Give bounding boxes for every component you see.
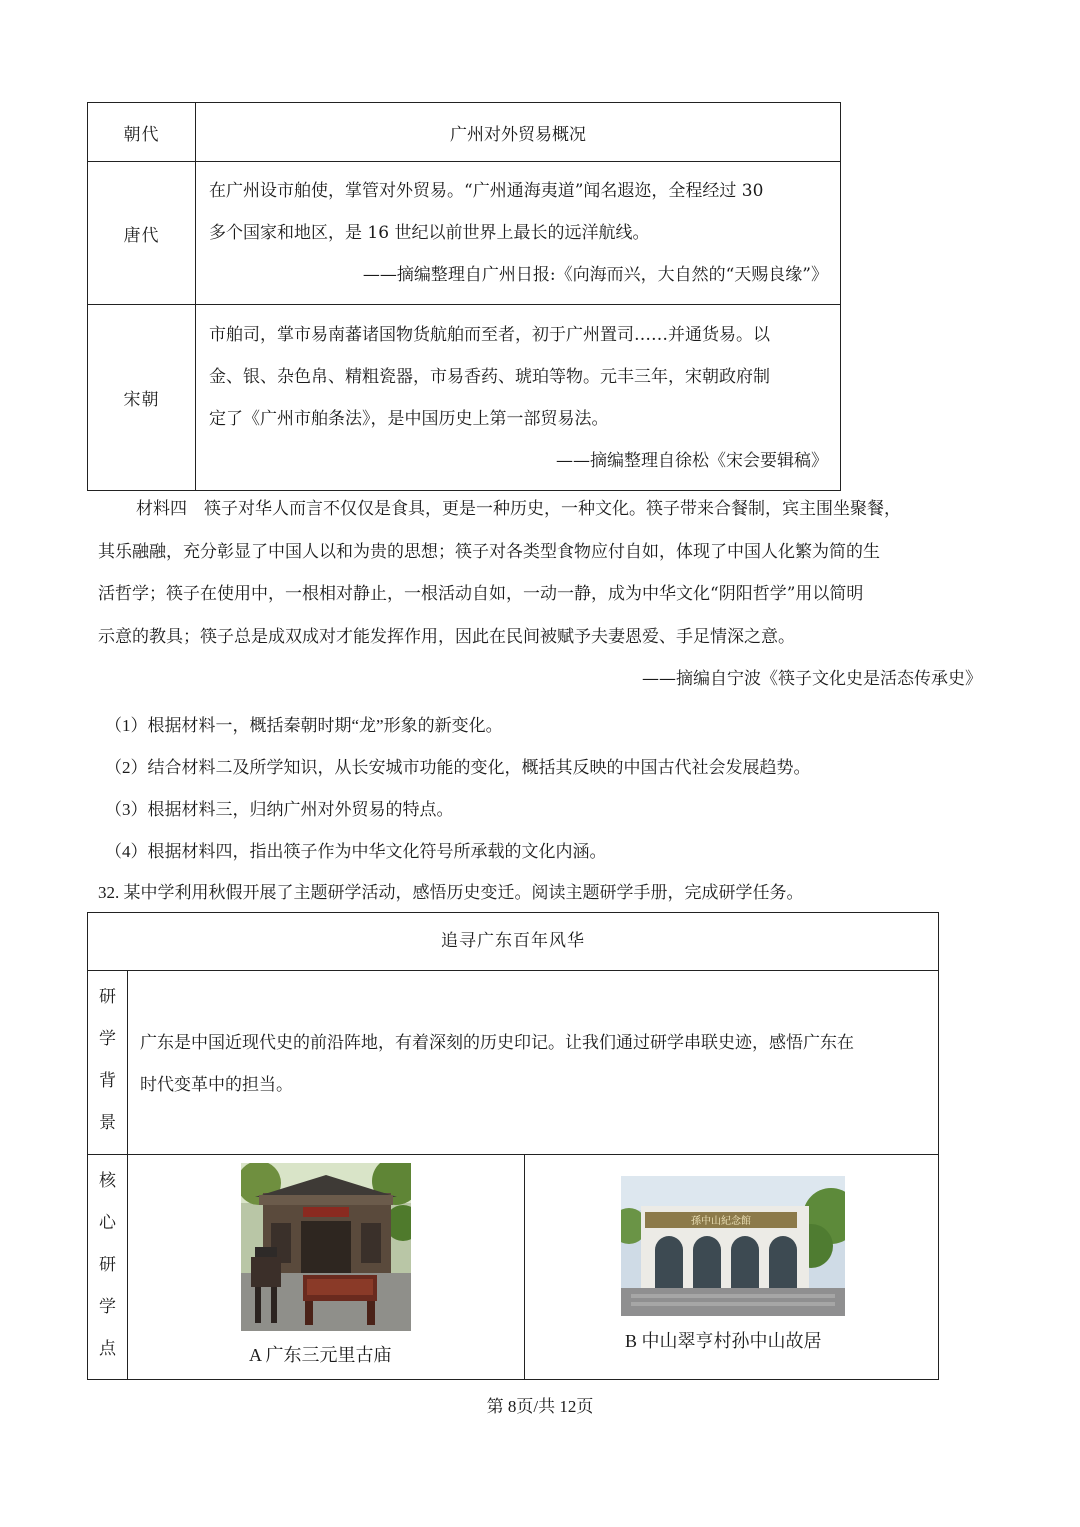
core-study-row bbox=[88, 1154, 938, 1379]
material-four bbox=[98, 488, 982, 701]
question-2: （2）结合材料二及所学知识，从长安城市功能的变化，概括其反映的中国古代社会发展趋势。 bbox=[105, 758, 811, 777]
temple-photo bbox=[241, 1163, 411, 1331]
trade-table bbox=[87, 102, 841, 491]
label-char: 研 bbox=[99, 1255, 116, 1275]
dynasty-cell: 唐代 bbox=[88, 162, 196, 305]
label-char: 点 bbox=[99, 1339, 116, 1359]
label-char: 背 bbox=[99, 1071, 116, 1091]
background-label bbox=[88, 970, 128, 1154]
paragraph-line: 示意的教具；筷子总是成双成对才能发挥作用，因此在民间被赋予夫妻恩爱、手足情深之意。 bbox=[98, 626, 795, 647]
trade-table-header bbox=[88, 103, 841, 162]
source-citation: ——摘编整理自徐松《宋会要辑稿》 bbox=[556, 450, 828, 471]
building-sign: 孫中山紀念館 bbox=[691, 1216, 751, 1227]
study-table-title: 追寻广东百年风华 bbox=[88, 913, 938, 971]
caption-a: A 广东三元里古庙 bbox=[249, 1345, 392, 1365]
text-line: 金、银、杂色帛、精粗瓷器，市易香药、琥珀等物。元丰三年，宋朝政府制 bbox=[209, 366, 770, 387]
source-citation: ——摘编自宁波《筷子文化史是活态传承史》 bbox=[642, 669, 982, 689]
paragraph-line: 其乐融融，充分彰显了中国人以和为贵的思想；筷子对各类型食物应付自如，体现了中国人化繁为简的生 bbox=[98, 541, 880, 562]
question-4: （4）根据材料四，指出筷子作为中华文化符号所承载的文化内涵。 bbox=[105, 842, 607, 861]
background-text bbox=[140, 1022, 928, 1106]
overview-cell bbox=[196, 305, 841, 491]
text-line: 广东是中国近现代史的前沿阵地，有着深刻的历史印记。让我们通过研学串联史迹，感悟广东在 bbox=[140, 1033, 854, 1053]
question-3: （3）根据材料三，归纳广州对外贸易的特点。 bbox=[105, 800, 454, 819]
overview-cell bbox=[196, 162, 841, 305]
caption-b: B 中山翠亨村孙中山故居 bbox=[625, 1331, 822, 1351]
label-char: 心 bbox=[99, 1213, 116, 1233]
label-char: 研 bbox=[99, 987, 116, 1007]
text-line: 在广州设市舶使，掌管对外贸易。“广州通海夷道”闻名遐迩，全程经过 30 bbox=[209, 181, 764, 201]
question-1: （1）根据材料一，概括秦朝时期“龙”形象的新变化。 bbox=[105, 716, 503, 735]
source-citation: ——摘编整理自广州日报:《向海而兴，大自然的“天赐良缘”》 bbox=[362, 265, 828, 285]
label-char: 景 bbox=[99, 1113, 116, 1133]
residence-photo bbox=[621, 1176, 845, 1316]
paragraph-line: 材料四 筷子对华人而言不仅仅是食具，更是一种历史，一种文化。筷子带来合餐制，宾主围坐聚餐， bbox=[136, 499, 901, 519]
table-row bbox=[88, 305, 841, 491]
header-overview: 广州对外贸易概况 bbox=[196, 103, 841, 162]
dynasty-cell: 宋朝 bbox=[88, 305, 196, 491]
study-table bbox=[87, 912, 939, 1380]
label-char: 学 bbox=[99, 1029, 116, 1049]
text-line: 市舶司，掌市易南蕃诸国物货航舶而至者，初于广州置司……并通货易。以 bbox=[209, 324, 770, 345]
label-char: 核 bbox=[99, 1171, 116, 1191]
text-line: 定了《广州市舶条法》，是中国历史上第一部贸易法。 bbox=[209, 408, 609, 429]
header-dynasty: 朝代 bbox=[88, 103, 196, 162]
paragraph-line: 活哲学；筷子在使用中，一根相对静止，一根活动自如，一动一静，成为中华文化“阴阳哲学”用以简明 bbox=[98, 584, 864, 604]
core-label bbox=[88, 1154, 128, 1379]
page-footer: 第 8页/共 12页 bbox=[486, 1397, 594, 1416]
label-char: 学 bbox=[99, 1297, 116, 1317]
study-point-b bbox=[525, 1154, 938, 1379]
question-32: 32. 某中学利用秋假开展了主题研学活动，感悟历史变迁。阅读主题研学手册，完成研学任务。 bbox=[98, 883, 804, 902]
study-point-a bbox=[128, 1154, 525, 1379]
study-background-row bbox=[88, 970, 938, 1155]
text-line: 多个国家和地区，是 16 世纪以前世界上最长的远洋航线。 bbox=[209, 223, 650, 243]
text-line: 时代变革中的担当。 bbox=[140, 1075, 293, 1095]
table-row bbox=[88, 162, 841, 305]
